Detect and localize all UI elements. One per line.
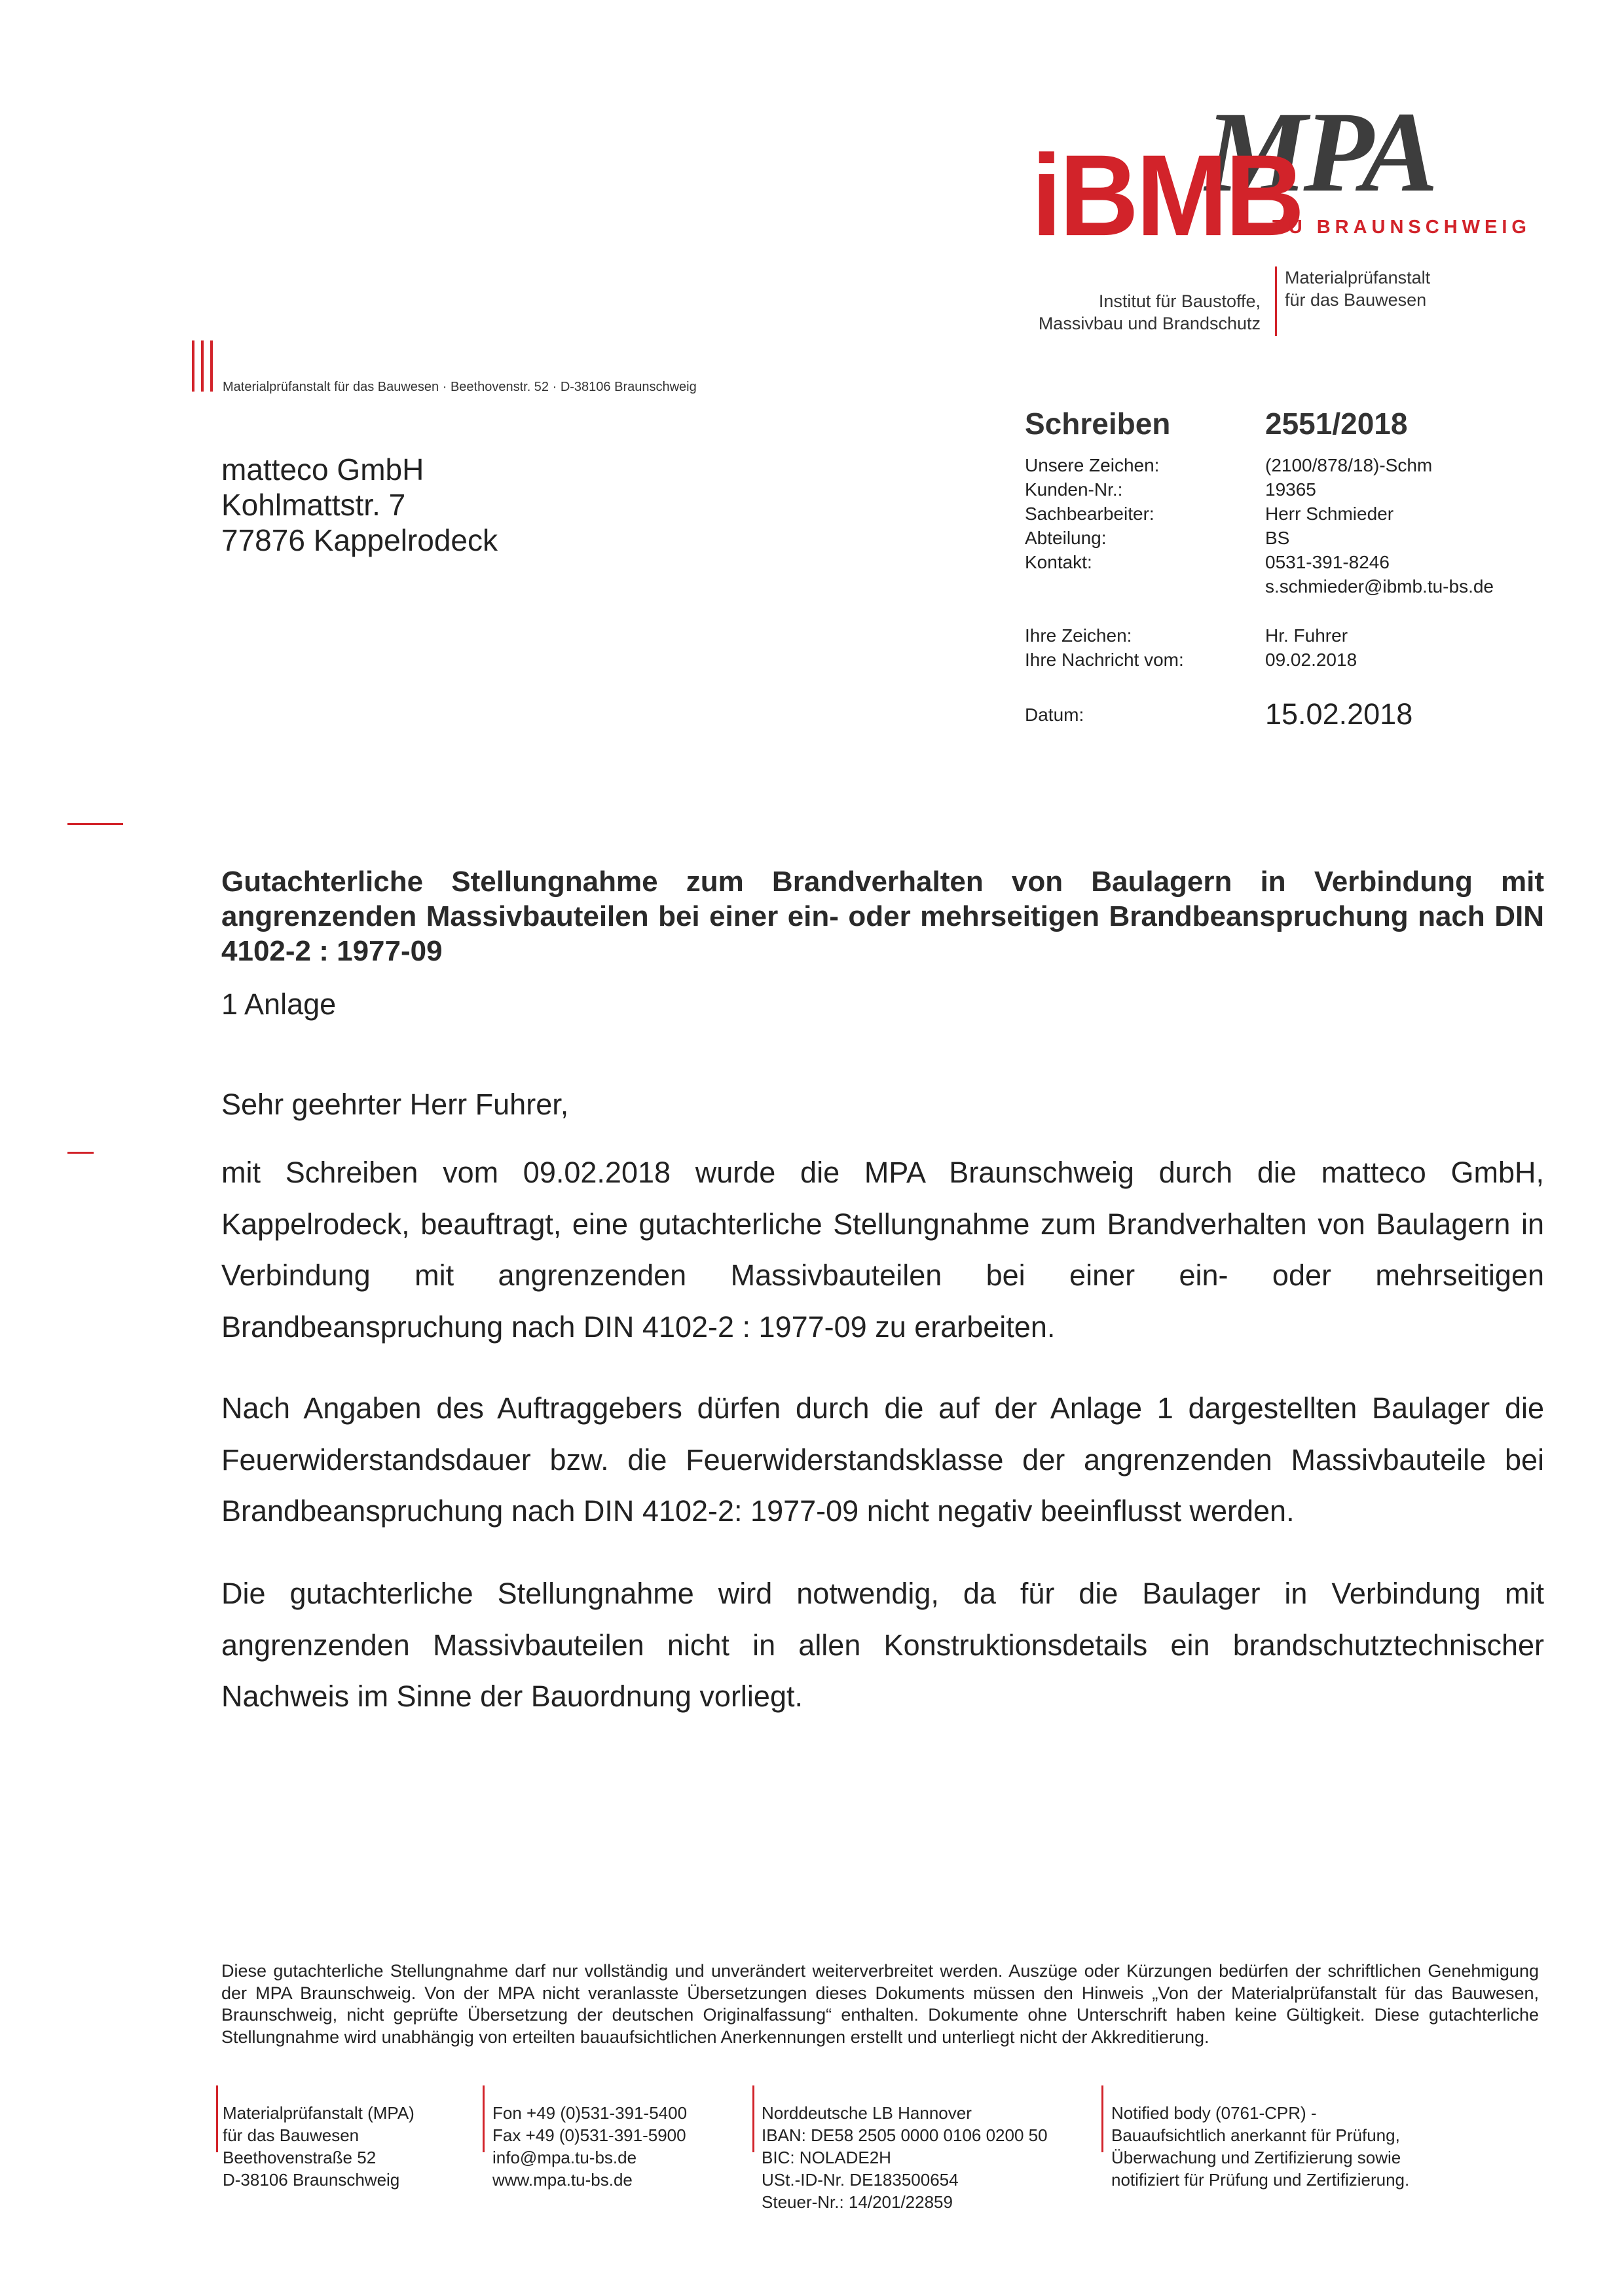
reference-value: Herr Schmieder [1265, 504, 1394, 524]
contact-email-link[interactable]: s.schmieder@ibmb.tu-bs.de [1265, 576, 1494, 597]
reference-label: Kunden-Nr.: [1025, 479, 1123, 500]
footer-accreditation [1111, 2102, 1409, 2191]
body-paragraph: mit Schreiben vom 09.02.2018 wurde die MPA Braunschweig durch die matteco GmbH, Kappelrodeck, beauftragt, eine gutachterliche Stellungnahme zum Brandverhalten von Baulagern in Verbindung mit angrenzenden Massivbauteilen bei einer ein- oder mehrseitigen Brandbeanspruchung nach DIN 4102-2 : 1977-09 zu erarbeiten. [221, 1156, 1544, 1344]
footer-divider [752, 2085, 754, 2152]
mpa-name [1285, 266, 1430, 311]
letter-date: 15.02.2018 [1265, 697, 1413, 731]
date-label: Datum: [1025, 705, 1084, 725]
body-paragraph: Die gutachterliche Stellungnahme wird notwendig, da für die Baulager in Verbindung mit angrenzenden Massivbauteilen nicht in allen Konstruktionsdetails ein brandschutztechnischer Nachweis im Sinne der Bauordnung vorliegt. [221, 1577, 1544, 1713]
footer-line: Materialprüfanstalt (MPA) [223, 2103, 415, 2123]
footer-line: USt.-ID-Nr. DE183500654 [762, 2170, 959, 2190]
reference-label: Ihre Zeichen: [1025, 625, 1132, 646]
reference-label: Sachbearbeiter: [1025, 504, 1154, 524]
reference-value: BS [1265, 528, 1290, 548]
footer-line: Steuer-Nr.: 14/201/22859 [762, 2192, 953, 2212]
reference-value: Hr. Fuhrer [1265, 625, 1348, 646]
letter-number: 2551/2018 [1265, 407, 1408, 441]
footer-divider [483, 2085, 485, 2152]
footer-fax: Fax +49 (0)531-391-5900 [492, 2125, 686, 2145]
sender-mark [201, 340, 204, 392]
footer-line: für das Bauwesen [223, 2125, 360, 2145]
attachment-count: 1 Anlage [221, 987, 337, 1021]
mpa-name-line: für das Bauwesen [1285, 290, 1427, 310]
reference-label: Unsere Zeichen: [1025, 455, 1160, 475]
footer-line: Notified body (0761-CPR) - [1111, 2103, 1317, 2123]
footer-line: D-38106 Braunschweig [223, 2170, 400, 2190]
reference-label: Ihre Nachricht vom: [1025, 650, 1184, 670]
institute-divider [1275, 266, 1277, 336]
institute-name [1022, 290, 1261, 335]
recipient-company: matteco GmbH [221, 452, 424, 487]
footer-line: BIC: NOLADE2H [762, 2148, 891, 2167]
sender-mark [210, 340, 213, 392]
ibmb-logo-text: iBMB [1031, 130, 1302, 260]
sender-address-line: Materialprüfanstalt für das Bauwesen · Beethovenstr. 52 · D-38106 Braunschweig [223, 380, 697, 394]
disclaimer-note: Diese gutachterliche Stellungnahme darf nur vollständig und unverändert weiterverbreitet werden. Auszüge oder Kürzungen bedürfen der schriftlichen Genehmigung der MPA Braunschweig. Von der MPA nicht veranlasste Übersetzungen dieses Dokuments müssen den Hinweis „Von der Materialprüfanstalt für das Bauwesen, Braunschweig, nicht geprüfte Übersetzung der deutschen Originalfassung“ enthalten. Dokumente ohne Unterschrift haben keine Gültigkeit. Diese gutachterliche Stellungnahme wird unabhängig von erteilten bauaufsichtlichen Anerkennungen erstellt und unterliegt nicht der Akkreditierung. [221, 1961, 1539, 2047]
institute-name-line: Massivbau und Brandschutz [1038, 314, 1261, 333]
reference-value: 09.02.2018 [1265, 650, 1357, 670]
recipient-street: Kohlmattstr. 7 [221, 488, 406, 522]
footer-divider [216, 2085, 218, 2152]
tu-braunschweig-logo-text: TU BRAUNSCHWEIG [1272, 217, 1531, 238]
footer-contact [492, 2102, 687, 2191]
footer-line: Norddeutsche LB Hannover [762, 2103, 972, 2123]
footer-divider [1101, 2085, 1103, 2152]
footer-website-link[interactable]: www.mpa.tu-bs.de [492, 2170, 633, 2190]
reference-value: 19365 [1265, 479, 1316, 500]
footer-line: notifiziert für Prüfung und Zertifizierung. [1111, 2170, 1410, 2190]
footer-email-link[interactable]: info@mpa.tu-bs.de [492, 2148, 637, 2167]
contact-phone: 0531-391-8246 [1265, 552, 1390, 572]
body-paragraph: Nach Angaben des Auftraggebers dürfen durch die auf der Anlage 1 dargestellten Baulager die Feuerwiderstandsdauer bzw. die Feuerwiderstandsklasse der angrenzenden Massivbauteile bei Brandbeanspruchung nach DIN 4102-2: 1977-09 nicht negativ beeinflusst werden. [221, 1391, 1544, 1528]
reference-value: (2100/878/18)-Schm [1265, 455, 1433, 475]
footer-line: Bauaufsichtlich anerkannt für Prüfung, [1111, 2125, 1400, 2145]
mpa-logo-text: MPA [1205, 88, 1435, 216]
mpa-name-line: Materialprüfanstalt [1285, 268, 1431, 287]
letter-subject: Gutachterliche Stellungnahme zum Brandverhalten von Baulagern in Verbindung mit angrenzenden Massivbauteilen bei einer ein- oder mehrseitigen Brandbeanspruchung nach DIN 4102-2 : 1977-09 [221, 866, 1544, 967]
footer-line: Überwachung und Zertifizierung sowie [1111, 2148, 1401, 2167]
punch-mark [67, 1152, 94, 1154]
letter-type-label: Schreiben [1025, 407, 1171, 441]
reference-label: Abteilung: [1025, 528, 1107, 548]
recipient-address [221, 452, 498, 558]
reference-label: Kontakt: [1025, 552, 1092, 572]
footer-line: IBAN: DE58 2505 0000 0106 0200 50 [762, 2125, 1048, 2145]
institute-name-line: Institut für Baustoffe, [1098, 291, 1261, 311]
footer-address [223, 2102, 415, 2191]
sender-mark [192, 340, 194, 392]
footer-bank [762, 2102, 1048, 2213]
fold-mark [67, 823, 123, 825]
footer-phone: Fon +49 (0)531-391-5400 [492, 2103, 688, 2123]
recipient-city: 77876 Kappelrodeck [221, 523, 498, 557]
salutation: Sehr geehrter Herr Fuhrer, [221, 1088, 569, 1121]
footer-line: Beethovenstraße 52 [223, 2148, 377, 2167]
